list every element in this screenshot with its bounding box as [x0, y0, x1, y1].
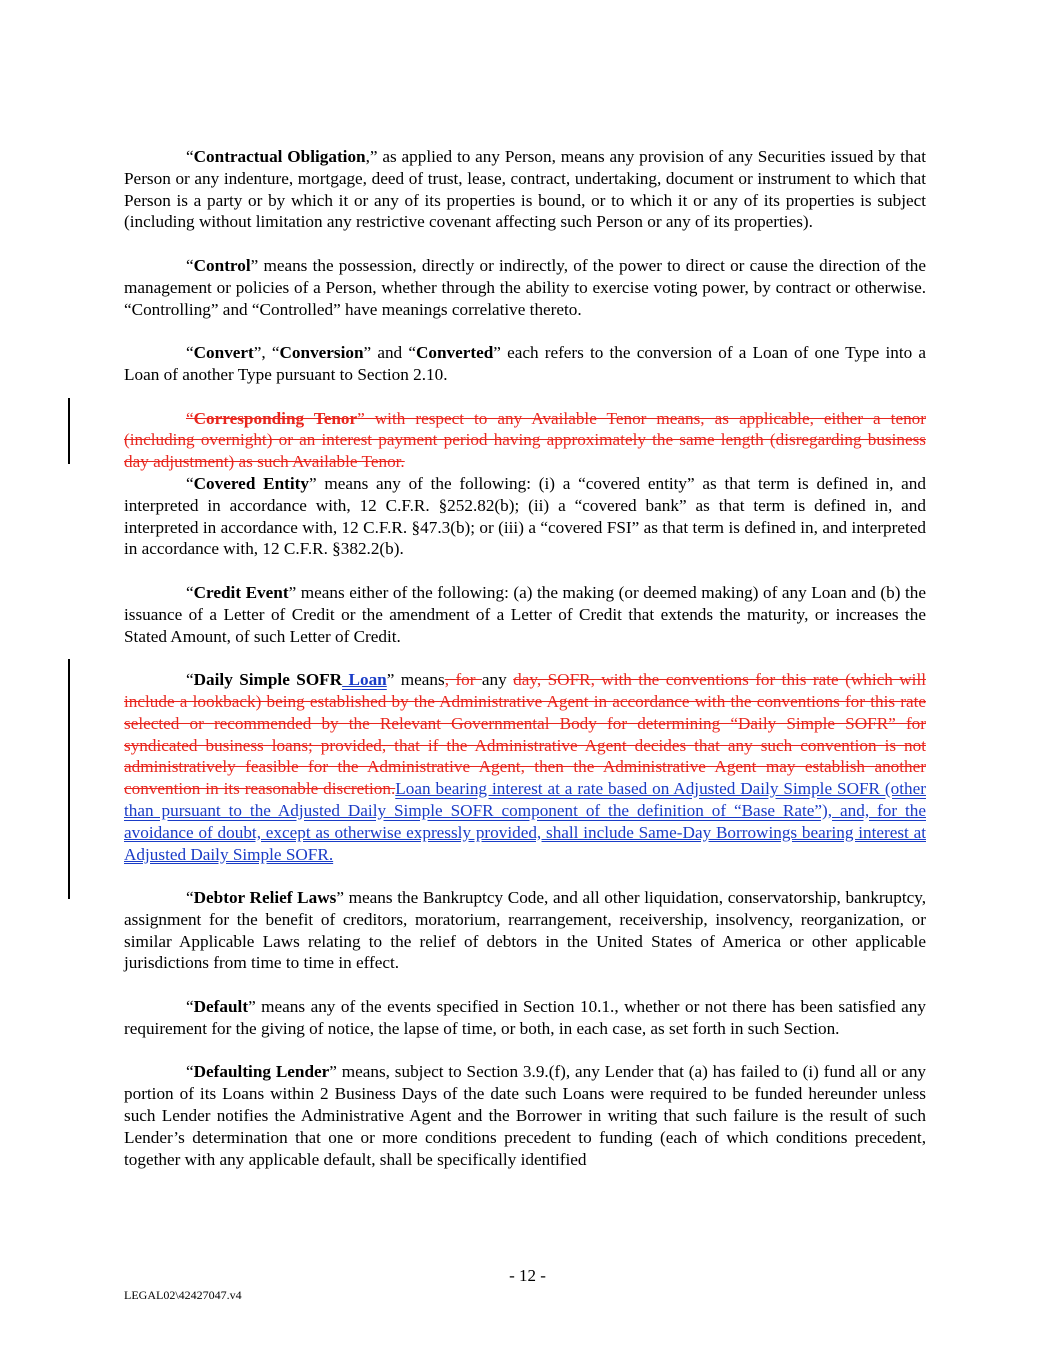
quote: “ [186, 888, 194, 908]
quote: “ [186, 1062, 194, 1082]
definition-default [124, 996, 926, 1040]
defined-term: Conversion [279, 343, 364, 363]
definition-contractual-obligation [124, 146, 926, 233]
definition-credit-event [124, 582, 926, 647]
quote: “ [186, 670, 194, 690]
quote: “ [186, 997, 194, 1017]
definition-text: ” means any of the following: (i) a “covered entity” as that term is defined in, and interpreted in accordance with, 12 C.F.R. §252.82(b); (ii) a “covered bank” as that term is defined in, and interpreted in accordance with, 12 C.F.R. §47.3(b); or (iii) a “covered FSI” as that term is defined in, and interpreted in accordance with, 12 C.F.R. §382.2(b). [124, 473, 926, 559]
quote: ”, “ [253, 343, 280, 363]
inserted-text: Loan bearing interest at a rate based on Adjusted Daily Simple SOFR (other than pursuant to the Adjusted Daily Simple SOFR component of the definition of “Base Rate”), and, for the avoidance of doubt, except as otherwise expressly provided, shall include Same-Day Borrowings bearing interest at Adjusted Daily Simple SOFR. [124, 779, 926, 864]
defined-term: Convert [193, 343, 254, 363]
quote: “ [186, 473, 194, 493]
definition-defaulting-lender [124, 1061, 926, 1170]
definition-control [124, 255, 926, 320]
deleted-text: , for [444, 670, 482, 690]
defined-term: Debtor Relief Laws [193, 888, 337, 908]
inserted-term: Loan [342, 670, 387, 690]
defined-term: Converted [415, 343, 494, 363]
definition-text: ” each refers to the conversion of a Loan of one Type into a Loan of another Type pursuant to Section 2.10. [124, 343, 926, 384]
definition-corresponding-tenor-deleted [124, 408, 926, 473]
quote: ” and “ [363, 343, 416, 363]
document-id: LEGAL02\42427047.v4 [124, 1288, 242, 1302]
defined-term: Corresponding Tenor [193, 408, 358, 428]
quote: “ [186, 582, 194, 602]
deleted-text: ” with respect to any Available Tenor means, as applicable, either a tenor (including overnight) or an interest payment period having approximately the same length (disregarding business day adjustment) as such Available Tenor. [124, 408, 927, 472]
definition-covered-entity [124, 473, 926, 560]
defined-term: Covered Entity [193, 473, 309, 493]
definition-daily-simple-sofr [124, 669, 926, 865]
defined-term: Control [193, 255, 251, 275]
definition-text: ” means the Bankruptcy Code, and all other liquidation, conservatorship, bankruptcy, assignment for the benefit of creditors, moratorium, rearrangement, receivership, insolvency, reorganization, or similar Applicable Laws relating to the relief of debtors in the United States of America or other applicable jurisdictions from time to time in effect. [124, 888, 927, 973]
defined-term: Default [193, 997, 249, 1017]
defined-term: Defaulting Lender [193, 1062, 330, 1082]
definition-text: ” means, subject to Section 3.9.(f), any Lender that (a) has failed to (i) fund all or any portion of its Loans within 2 Business Days of the date such Loans were required to be funded hereunder unless such Lender notifies the Administrative Agent and the Borrower in writing that such failure is the result of such Lender’s determination that one or more conditions precedent to funding (each of which conditions precedent, together with any applicable default, shall be specifically identified [124, 1062, 927, 1169]
document-page [124, 146, 926, 1192]
defined-term: Credit Event [193, 582, 289, 602]
deleted-text: day, SOFR, with the conventions for this rate (which will include a lookback) being established by the Administrative Agent in accordance with the conventions for this rate selected or recommended by the Relevant Governmental Body for determining “Daily Simple SOFR” for syndicated business loans; provided, that if the Administrative Agent decides that any such convention is not administratively feasible for the Administrative Agent, then the Administrative Agent may establish another convention in its reasonable discretion. [124, 670, 926, 799]
page-number: - 12 - [509, 1266, 546, 1285]
definition-text: ” means the possession, directly or indirectly, of the power to direct or cause the direction of the management or policies of a Person, whether through the ability to exercise voting power, by contract or otherwise. “Controlling” and “Controlled” have meanings correlative thereto. [124, 255, 926, 319]
defined-term: Daily Simple SOFR [193, 670, 343, 690]
change-bar [68, 398, 70, 464]
definition-text: ” means any of the events specified in Section 10.1., whether or not there has been satisfied any requirement for the giving of notice, the lapse of time, or both, in each case, as set forth in such Section. [124, 997, 926, 1038]
definition-text: ” means [386, 670, 445, 690]
definition-text: ” means either of the following: (a) the making (or deemed making) of any Loan and (b) the issuance of a Letter of Credit or the amendment of a Letter of Credit that extends the maturity, or increases the Stated Amount, of such Letter of Credit. [124, 582, 927, 646]
quote: “ [186, 255, 194, 275]
quote: “ [186, 147, 194, 166]
change-bar [68, 659, 70, 899]
quote: “ [186, 408, 194, 428]
definition-convert [124, 342, 926, 386]
definition-text: ,” as applied to any Person, means any provision of any Securities issued by that Person or any indenture, mortgage, deed of trust, lease, contract, undertaking, document or instrument to which that Person is a party or by which it or any of its properties is bound, or to which it or any of its properties is subject (including without limitation any restrictive covenant affecting such Person or any of its properties). [124, 147, 926, 232]
definition-text: any [481, 670, 514, 690]
quote: “ [186, 343, 194, 363]
defined-term: Contractual Obligation [193, 147, 366, 166]
definition-debtor-relief-laws [124, 887, 926, 974]
